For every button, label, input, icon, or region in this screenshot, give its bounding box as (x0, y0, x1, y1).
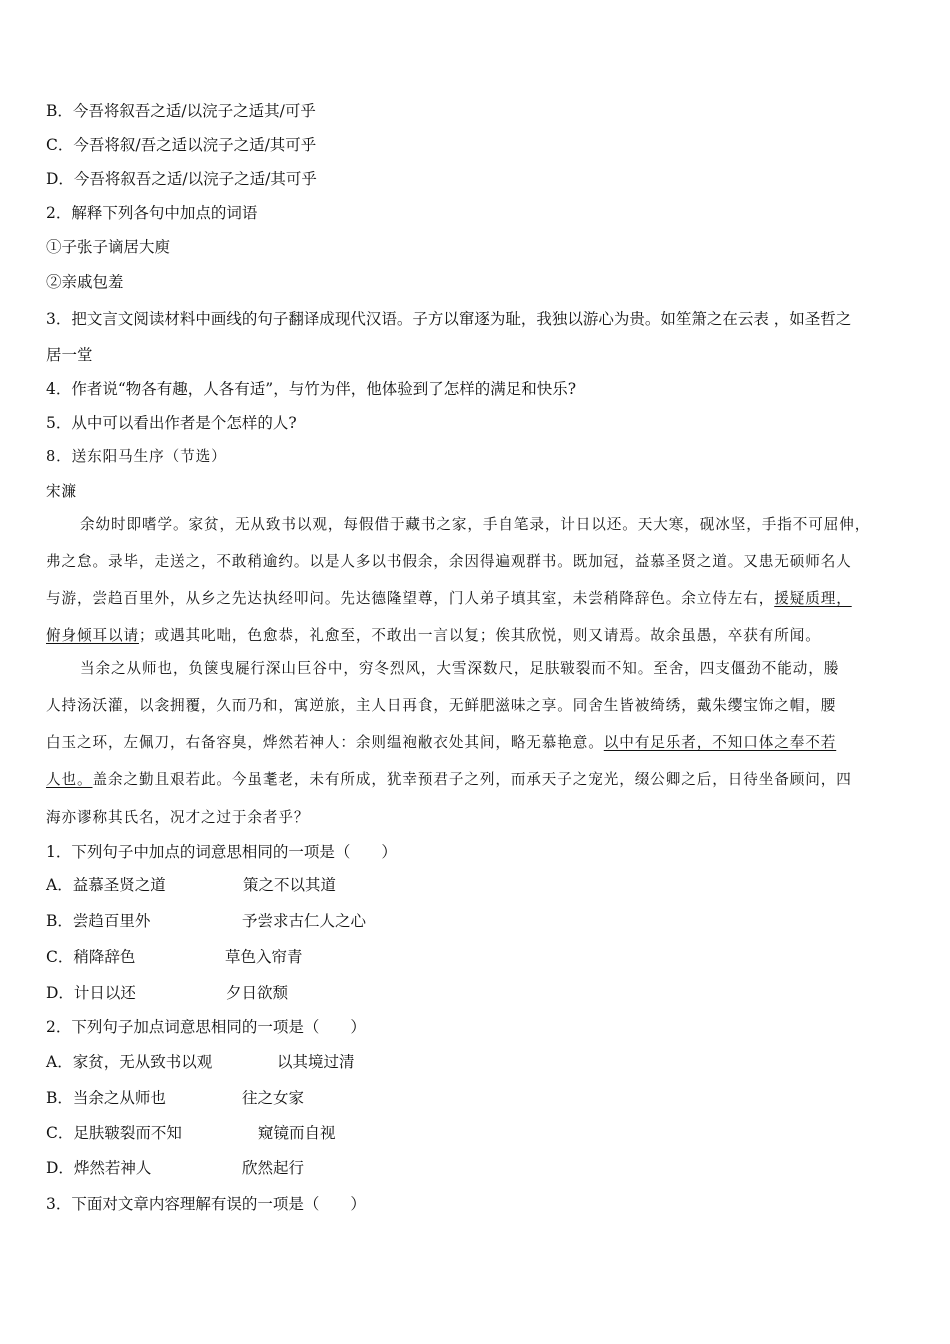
mc2-prompt: 2．下列句子加点词意思相同的一项是（ ） (46, 1018, 366, 1036)
passage-text: 白玉之环，左佩刀，右备容臭，烨然若神人：余则缊袍敝衣处其间，略无慕艳意。 (46, 734, 604, 751)
option-sentence: B．当余之从师也 (46, 1089, 166, 1107)
q2-prompt: 2．解释下列各句中加点的词语 (46, 204, 258, 222)
passage-text: 盖余之勤且艰若此。今虽耄老，未有所成，犹幸预君子之列，而承天子之宠光，缀公卿之后，日待坐备顾问，四 (92, 771, 852, 788)
option-sentence: B．尝趋百里外 (46, 912, 151, 930)
mc1-option-c (46, 947, 303, 967)
q1-option-d: D．今吾将叙吾之适/以浣子之适/其可乎 (46, 170, 317, 188)
q2-item-2: ②亲戚包羞 (46, 273, 124, 291)
option-compare: 草色入帘青 (225, 948, 303, 966)
passage-p2-line2: 人持汤沃灌，以衾拥覆，久而乃和，寓逆旅，主人日再食，无鲜肥滋味之享。同舍生皆被绮绣，戴朱缨宝饰之帽，腰 (46, 697, 837, 714)
passage-p1-line3 (46, 589, 852, 609)
underlined-sentence: 俯身倾耳以请 (46, 627, 139, 644)
option-compare: 欣然起行 (242, 1159, 305, 1177)
section8-title: 8．送东阳马生序（节选） (46, 448, 227, 465)
mc1-prompt: 1．下列句子中加点的词意思相同的一项是（ ） (46, 843, 397, 861)
passage-p1-line2: 弗之怠。录毕，走送之，不敢稍逾约。以是人多以书假余，余因得遍观群书。既加冠，益慕圣贤之道。又患无硕师名人 (46, 553, 852, 570)
option-compare: 窥镜而自视 (258, 1124, 336, 1142)
mc2-option-d (46, 1158, 304, 1178)
mc1-option-b (46, 911, 366, 931)
q3-prompt-line2: 居一堂 (46, 346, 93, 364)
option-compare: 往之女家 (242, 1089, 305, 1107)
mc2-option-b (46, 1088, 304, 1108)
q1-option-b: B．今吾将叙吾之适/以浣子之适其/可乎 (46, 102, 316, 120)
option-sentence: A．家贫，无从致书以观 (46, 1053, 213, 1071)
q5-prompt: 5．从中可以看出作者是个怎样的人? (46, 414, 297, 432)
q3-prompt-line1: 3．把文言文阅读材料中画线的句子翻译成现代汉语。子方以窜逐为耻，我独以游心为贵。如笙箫之在云表 ，如圣哲之 (46, 310, 852, 328)
mc3-prompt: 3．下面对文章内容理解有误的一项是（ ） (46, 1195, 366, 1213)
mc1-option-a (46, 875, 336, 895)
option-compare: 以其境过清 (277, 1053, 355, 1071)
option-compare: 策之不以其道 (243, 876, 337, 894)
passage-p2-line1: 当余之从师也，负箧曳屣行深山巨谷中，穷冬烈风，大雪深数尺，足肤皲裂而不知。至舍，四支僵劲不能动，媵 (80, 660, 840, 677)
underlined-sentence: 以中有足乐者，不知口体之奉不若 (603, 734, 837, 751)
option-sentence: D．烨然若神人 (46, 1159, 152, 1177)
section8-author: 宋濂 (46, 483, 77, 500)
passage-p1-line1: 余幼时即嗜学。家贫，无从致书以观，每假借于藏书之家，手自笔录，计日以还。天大寒，砚冰坚，手指不可屈伸， (80, 516, 871, 533)
passage-p2-line5: 海亦谬称其氏名，况才之过于余者乎？ (46, 809, 310, 826)
passage-p2-line4 (46, 770, 852, 790)
q1-option-c: C．今吾将叙/吾之适以浣子之适/其可乎 (46, 136, 317, 154)
mc2-option-c (46, 1123, 336, 1143)
option-compare: 予尝求古仁人之心 (242, 912, 367, 930)
passage-text: 与游，尝趋百里外，从乡之先达执经叩问。先达德隆望尊，门人弟子填其室，未尝稍降辞色。余立侍左右， (46, 590, 775, 607)
q4-prompt: 4．作者说“物各有趣，人各有适”，与竹为伴，他体验到了怎样的满足和快乐? (46, 380, 577, 398)
underlined-sentence: 人也。 (46, 771, 93, 788)
passage-p1-line4 (46, 626, 821, 646)
passage-p2-line3 (46, 733, 836, 753)
option-sentence: C．足肤皲裂而不知 (46, 1124, 182, 1142)
mc1-option-d (46, 983, 288, 1003)
mc2-option-a (46, 1052, 355, 1072)
passage-text: ；或遇其叱咄，色愈恭，礼愈至，不敢出一言以复；俟其欣悦，则又请焉。故余虽愚，卒获有所闻。 (138, 627, 821, 644)
option-compare: 夕日欲颓 (226, 984, 289, 1002)
option-sentence: D．计日以还 (46, 984, 136, 1002)
underlined-sentence: 援疑质理， (774, 590, 852, 607)
option-sentence: C．稍降辞色 (46, 948, 136, 966)
q2-item-1: ①子张子谪居大庾 (46, 238, 171, 256)
option-sentence: A．益慕圣贤之道 (46, 876, 166, 894)
